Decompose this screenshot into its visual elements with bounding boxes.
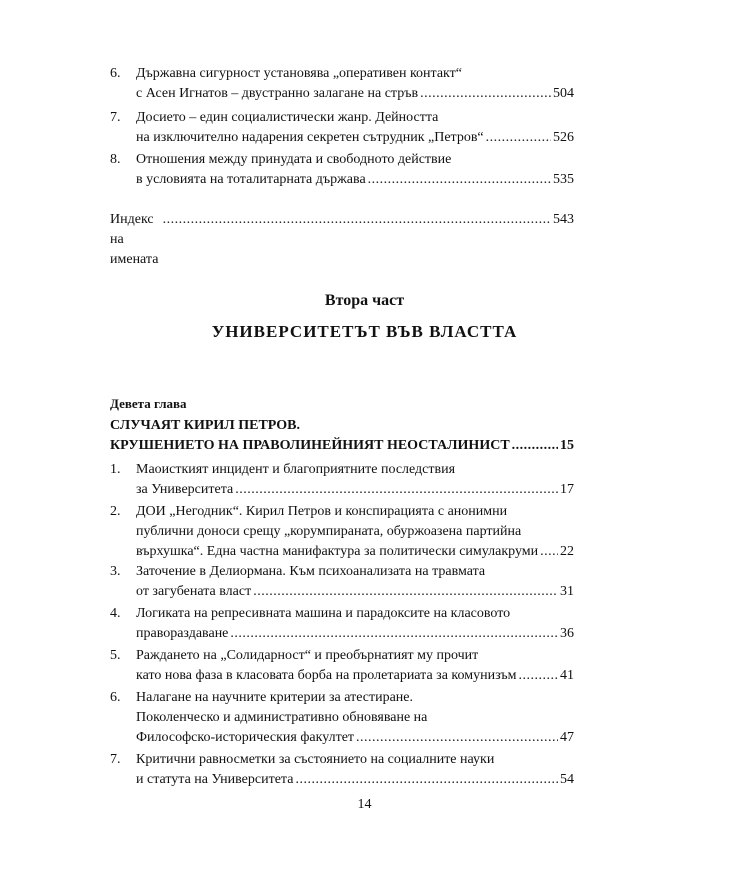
entry-last-line	[136, 728, 574, 748]
index-entry	[110, 210, 574, 270]
dot-leader	[420, 84, 551, 104]
entry-number: 7.	[110, 110, 121, 125]
chapter-label: Девета глава	[110, 396, 187, 411]
entry-number: 2.	[110, 504, 121, 519]
entry-text-line: Раждането на „Солидарност“ и преобърнатият му прочит	[136, 648, 479, 663]
entry-text-line: ДОИ „Негодник“. Кирил Петров и конспирацията с анонимни	[136, 504, 508, 519]
entry-last-line	[136, 480, 574, 500]
entry-text-line: правораздаване	[136, 626, 229, 641]
entry-text-line: за Университета	[136, 482, 234, 497]
toc-entry	[110, 604, 574, 644]
entry-last-line	[136, 128, 574, 148]
dot-leader	[486, 128, 551, 148]
entry-text-line: в условията на тоталитарната държава	[136, 172, 366, 187]
page-number: 14	[357, 797, 372, 812]
dot-leader	[253, 582, 558, 602]
entry-text-line: с Асен Игнатов – двустранно залагане на стръв	[136, 86, 419, 101]
entry-last-line	[136, 666, 574, 686]
entry-page-number: 41	[560, 668, 574, 683]
entry-page-number: 36	[560, 626, 574, 641]
dot-leader	[163, 210, 551, 230]
entry-page-number: 54	[560, 772, 574, 787]
entry-page-number: 535	[553, 172, 574, 187]
entry-number: 4.	[110, 606, 121, 621]
entry-last-line	[136, 624, 574, 644]
entry-text-line: и статута на Университета	[136, 772, 294, 787]
entry-text-line: Логиката на репресивната машина и парадоксите на класовото	[136, 606, 511, 621]
entry-text-line: като нова фаза в класовата борба на пролетариата за комунизъм	[136, 668, 517, 683]
entry-last-line	[136, 770, 574, 790]
dot-leader	[540, 542, 558, 562]
entry-number: 3.	[110, 564, 121, 579]
entry-text-line: на изключително надарения секретен сътрудник „Петров“	[136, 130, 484, 145]
entry-number: 1.	[110, 462, 121, 477]
entry-page-number: 526	[553, 130, 574, 145]
toc-entry	[110, 646, 574, 686]
entry-text-line: Маоисткият инцидент и благоприятните последствия	[136, 462, 456, 477]
entry-page-number: 22	[560, 544, 574, 559]
chapter-title-line: СЛУЧАЯТ КИРИЛ ПЕТРОВ.	[110, 418, 300, 433]
dot-leader	[230, 624, 558, 644]
chapter-title-line: КРУШЕНИЕТО НА ПРАВОЛИНЕЙНИЯТ НЕОСТАЛИНИСТ	[110, 438, 510, 453]
chapter-title-last-line	[110, 436, 574, 456]
entry-number: 6.	[110, 690, 121, 705]
index-page-number: 543	[553, 212, 574, 227]
entry-text-line: върхушка“. Една частна манифактура за политически симулакруми	[136, 544, 539, 559]
entry-text-line: Поколенческо и административно обновяване на	[136, 710, 428, 725]
entry-last-line	[136, 582, 574, 602]
dot-leader	[356, 728, 558, 748]
entry-number: 7.	[110, 752, 121, 767]
entry-text-line: Досието – един социалистически жанр. Дейността	[136, 110, 439, 125]
index-label: Индекс на имената	[110, 212, 159, 267]
entry-page-number: 17	[560, 482, 574, 497]
toc-entry	[110, 688, 574, 748]
entry-page-number: 47	[560, 730, 574, 745]
entry-number: 8.	[110, 152, 121, 167]
entry-text-line: публични доноси срещу „корумпираната, обуржоазена партийна	[136, 524, 522, 539]
part-label: Втора част	[324, 292, 405, 309]
entry-text-line: Отношения между принудата и свободното действие	[136, 152, 452, 167]
dot-leader	[512, 436, 558, 456]
entry-last-line	[136, 84, 574, 104]
dot-leader	[235, 480, 558, 500]
part-title: УНИВЕРСИТЕТЪТ ВЪВ ВЛАСТТА	[211, 322, 518, 341]
chapter-page-number: 15	[560, 438, 574, 453]
toc-entry	[110, 108, 574, 148]
toc-entry	[110, 750, 574, 790]
entry-text-line: от загубената власт	[136, 584, 252, 599]
entry-page-number: 31	[560, 584, 574, 599]
entry-number: 6.	[110, 66, 121, 81]
dot-leader	[368, 170, 551, 190]
entry-last-line	[136, 542, 574, 562]
toc-entry	[110, 150, 574, 190]
entry-text-line: Налагане на научните критерии за атестиране.	[136, 690, 413, 705]
toc-entry	[110, 562, 574, 602]
entry-text-line: Философско-историческия факултет	[136, 730, 355, 745]
toc-entry	[110, 64, 574, 104]
entry-page-number: 504	[553, 86, 574, 101]
entry-text-line: Държавна сигурност установява „оперативен контакт“	[136, 66, 462, 81]
entry-number: 5.	[110, 648, 121, 663]
dot-leader	[295, 770, 558, 790]
chapter-title	[110, 416, 574, 456]
dot-leader	[518, 666, 558, 686]
entry-text-line: Заточение в Делиормана. Към психоанализата на травмата	[136, 564, 486, 579]
entry-last-line	[136, 170, 574, 190]
entry-text-line: Критични равносметки за състоянието на социалните науки	[136, 752, 495, 767]
toc-entry	[110, 460, 574, 500]
toc-entry	[110, 502, 574, 562]
